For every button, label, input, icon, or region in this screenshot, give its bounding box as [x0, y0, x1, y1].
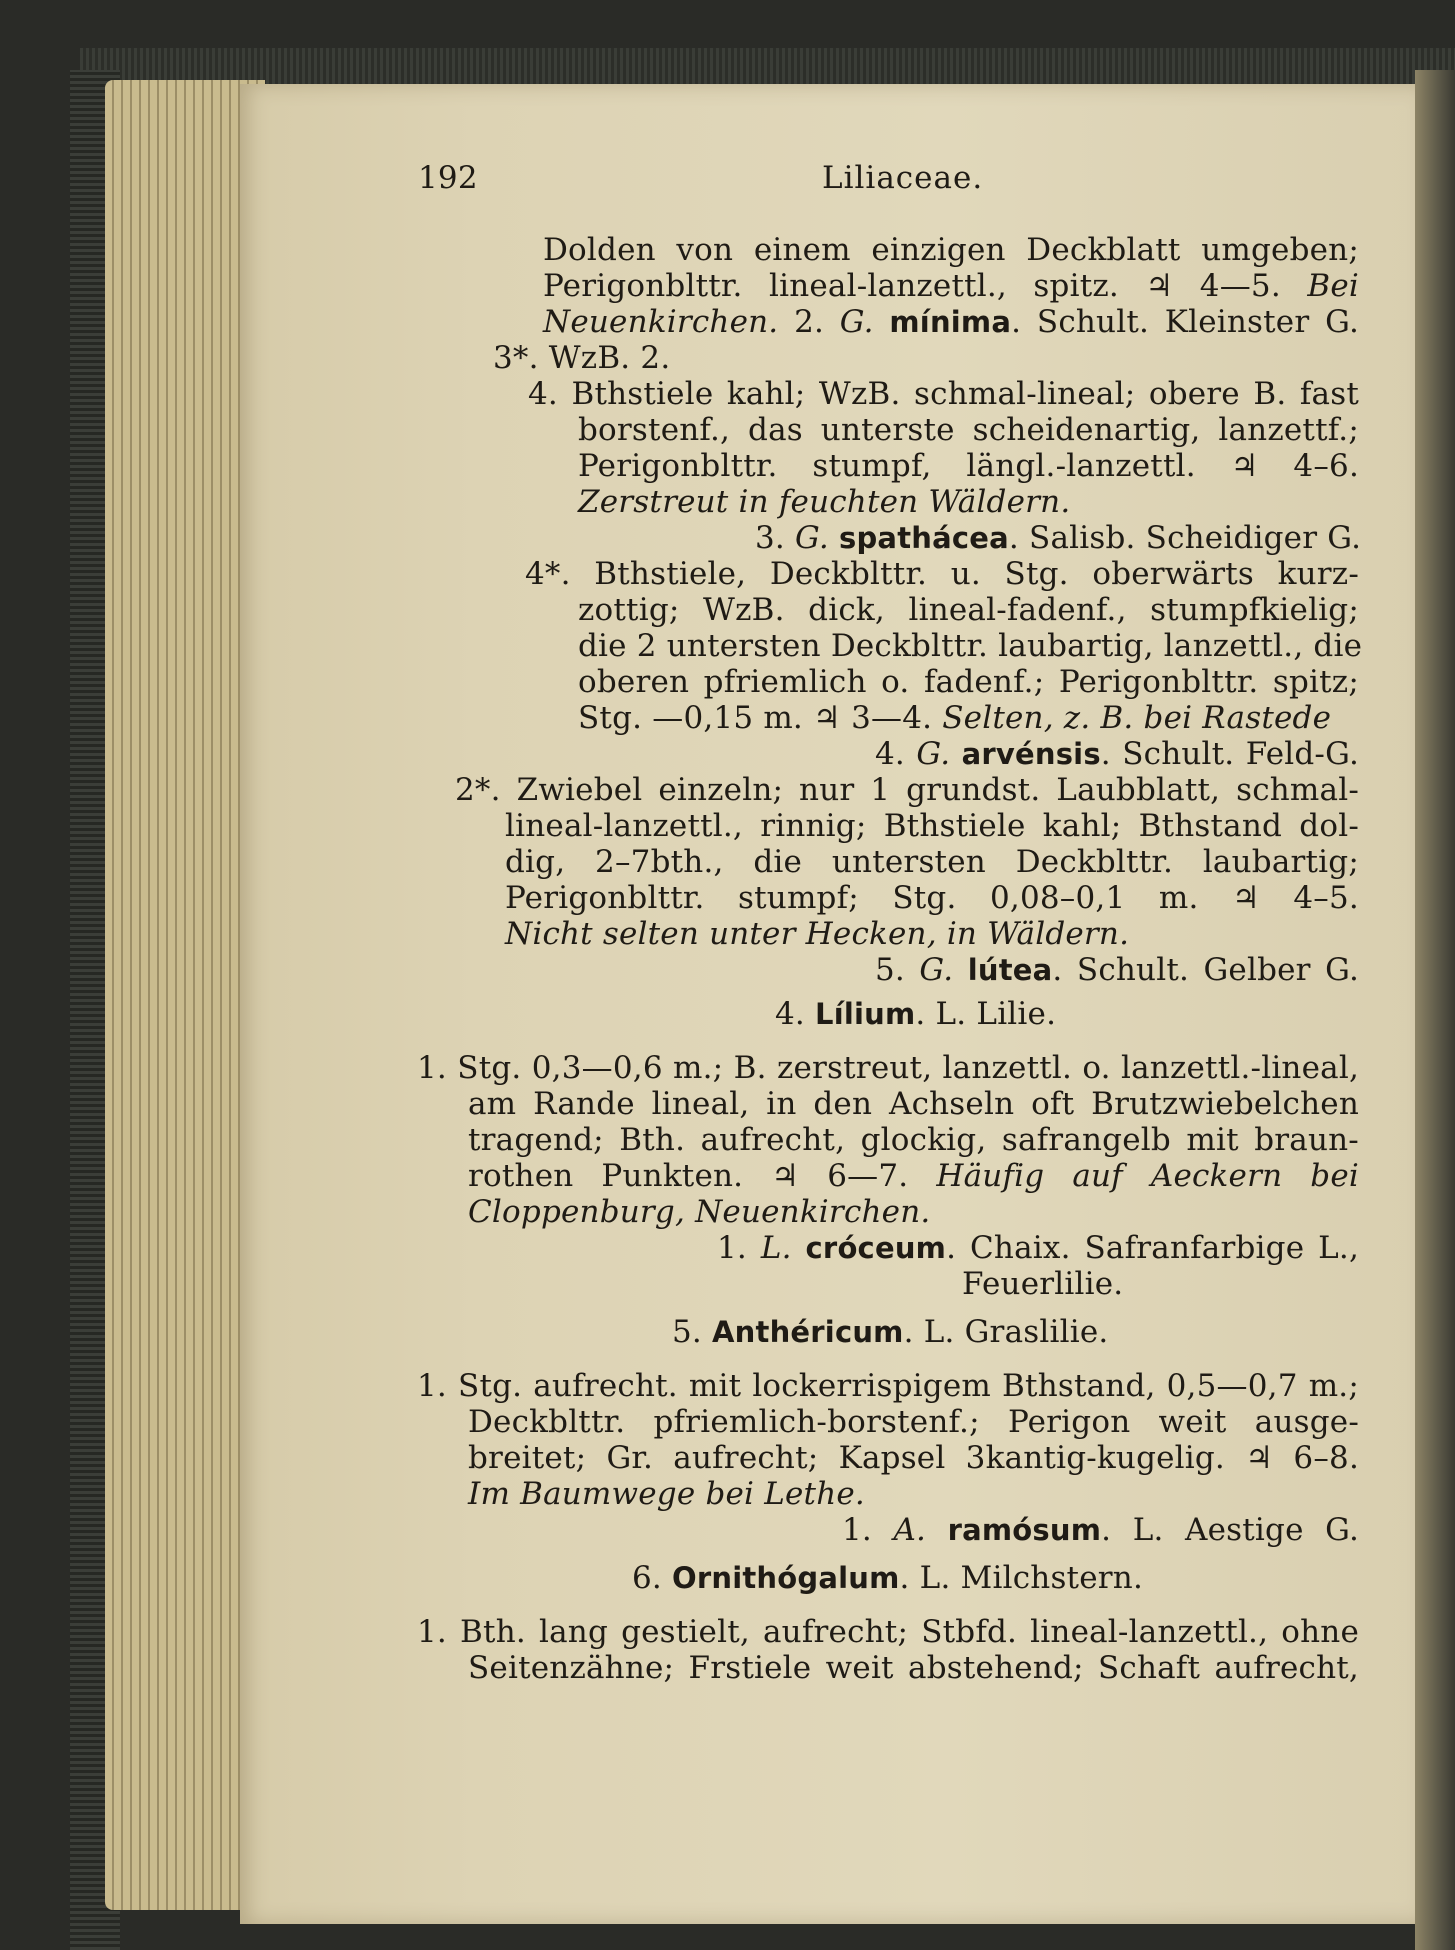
text-segment: 1. Bth. lang gestielt, aufrecht; Stbfd. lineal-lanzettl., ohne — [417, 1614, 1359, 1650]
text-segment: borstenf., das unterste scheidenartig, lanzettf.; — [578, 412, 1359, 448]
taxon-name: Ornithógalum — [672, 1561, 900, 1595]
italic-text: G. — [795, 520, 829, 556]
text-segment — [953, 952, 967, 988]
text-segment: 1. — [717, 1230, 761, 1266]
taxon-name: lútea — [967, 953, 1053, 987]
text-segment: Dolden von einem einzigen Deckblatt umgeben; — [543, 232, 1359, 268]
text-line — [525, 556, 1359, 592]
text-segment: . L. Graslilie. — [903, 1314, 1109, 1350]
text-line — [578, 700, 1331, 736]
taxon-name: ramósum — [947, 1513, 1102, 1547]
text-line — [493, 340, 670, 376]
text-segment — [792, 1230, 806, 1266]
italic-text: Nicht selten unter Hecken, in Wäldern. — [505, 916, 1130, 952]
italic-text: Selten, z. B. bei Rastede — [942, 700, 1332, 736]
text-segment: 5. — [875, 952, 920, 988]
italic-text: Im Baumwege bei Lethe. — [468, 1476, 865, 1512]
text-segment: rothen Punkten. ♃ 6—7. — [468, 1158, 937, 1194]
text-segment: 2*. Zwiebel einzeln; nur 1 grundst. Laubblatt, schmal- — [455, 772, 1359, 808]
text-segment — [950, 736, 961, 772]
text-segment: am Rande lineal, in den Achseln oft Brutzwiebelchen — [468, 1086, 1359, 1122]
text-line — [962, 1266, 1123, 1302]
text-segment: 5. — [672, 1314, 713, 1350]
text-line — [543, 268, 1359, 304]
text-line — [543, 304, 1359, 340]
text-line — [417, 1050, 1359, 1086]
text-line — [468, 1440, 1359, 1476]
text-segment: Stg. —0,15 m. ♃ 3—4. — [578, 700, 943, 736]
text-segment: dig, 2–7bth., die untersten Deckblttr. laubartig; — [505, 844, 1359, 880]
text-segment: 3. — [755, 520, 796, 556]
text-line — [842, 1512, 1359, 1548]
text-segment: oberen pfriemlich o. fadenf.; Perigonblttr. spitz; — [578, 664, 1359, 700]
taxon-name: mínima — [889, 305, 1012, 339]
text-segment: 4*. Bthstiele, Deckblttr. u. Stg. oberwärts kurz- — [525, 556, 1359, 592]
italic-text: L. — [760, 1230, 792, 1266]
italic-text: Häufig auf Aeckern bei — [936, 1158, 1359, 1194]
italic-text: G. — [839, 304, 874, 340]
text-line — [755, 520, 1362, 556]
italic-text: Cloppenburg, Neuenkirchen. — [468, 1194, 931, 1230]
taxon-name: Anthéricum — [712, 1315, 904, 1349]
text-segment: . Schult. Kleinster G. — [1011, 304, 1359, 340]
text-segment: lineal-lanzettl., rinnig; Bthstiele kahl; Bthstand dol- — [505, 808, 1359, 844]
italic-text: A. — [893, 1512, 927, 1548]
text-line — [468, 1194, 930, 1230]
text-line — [875, 736, 1359, 772]
text-segment: 4. Bthstiele kahl; WzB. schmal-lineal; obere B. fast — [528, 376, 1359, 412]
text-line — [543, 232, 1359, 268]
text-line — [468, 1476, 865, 1512]
text-segment — [874, 304, 890, 340]
taxon-name: spathácea — [839, 521, 1009, 555]
text-line — [578, 484, 1070, 520]
italic-text: Bei — [1307, 268, 1359, 304]
text-segment: . Schult. Gelber G. — [1052, 952, 1359, 988]
text-line — [672, 1314, 1108, 1350]
text-segment: Feuerlilie. — [962, 1266, 1124, 1302]
taxon-name: arvénsis — [961, 737, 1101, 771]
taxon-name: Lílium — [815, 997, 916, 1031]
text-line — [775, 996, 1056, 1032]
text-segment: . L. Aestige G. — [1101, 1512, 1360, 1548]
text-line — [717, 1230, 1359, 1266]
text-segment: 4. — [875, 736, 917, 772]
text-segment: 1. Stg. aufrecht. mit lockerrispigem Bthstand, 0,5—0,7 m.; — [417, 1368, 1359, 1404]
taxon-name: cróceum — [805, 1231, 947, 1265]
text-line — [468, 1650, 1359, 1686]
text-segment: 1. Stg. 0,3—0,6 m.; B. zerstreut, lanzettl. o. lanzettl.-lineal, — [417, 1050, 1359, 1086]
text-segment: Deckblttr. pfriemlich-borstenf.; Perigon weit ausge- — [468, 1404, 1359, 1440]
text-line — [505, 844, 1359, 880]
text-line — [417, 1368, 1359, 1404]
text-segment: . Salisb. Scheidiger G. — [1008, 520, 1362, 556]
text-segment: 3*. WzB. 2. — [493, 340, 671, 376]
italic-text: Zerstreut in feuchten Wäldern. — [578, 484, 1071, 520]
text-segment: zottig; WzB. dick, lineal-fadenf., stumpfkielig; — [578, 592, 1359, 628]
text-segment: . Schult. Feld-G. — [1100, 736, 1360, 772]
text-segment: 1. — [842, 1512, 894, 1548]
text-segment: breitet; Gr. aufrecht; Kapsel 3kantig-kugelig. ♃ 6–8. — [468, 1440, 1359, 1476]
text-segment: tragend; Bth. aufrecht, glockig, safrangelb mit braun- — [468, 1122, 1359, 1158]
text-segment: . L. Lilie. — [915, 996, 1057, 1032]
text-line — [455, 772, 1359, 808]
text-line — [578, 664, 1359, 700]
text-segment: Perigonblttr. lineal-lanzettl., spitz. ♃ 4—5. — [543, 268, 1308, 304]
text-segment — [829, 520, 839, 556]
running-title: Liliaceae. — [822, 160, 984, 196]
text-line — [578, 628, 1363, 664]
text-segment: Perigonblttr. stumpf, längl.-lanzettl. ♃ 4–6. — [578, 448, 1359, 484]
text-segment — [926, 1512, 947, 1548]
text-line — [468, 1158, 1359, 1194]
text-line — [578, 592, 1359, 628]
text-segment: . Chaix. Safranfarbige L., — [946, 1230, 1360, 1266]
text-line — [505, 916, 1129, 952]
text-line — [528, 376, 1359, 412]
text-line — [468, 1086, 1359, 1122]
italic-text: G. — [916, 736, 951, 772]
text-line — [578, 448, 1359, 484]
text-segment: die 2 untersten Deckblttr. laubartig, lanzettl., die — [578, 628, 1363, 664]
text-segment: Perigonblttr. stumpf; Stg. 0,08–0,1 m. ♃ 4–5. — [505, 880, 1359, 916]
text-line — [632, 1560, 1143, 1596]
text-segment: 6. — [632, 1560, 673, 1596]
text-line — [468, 1404, 1359, 1440]
text-line — [875, 952, 1359, 988]
italic-text: Neuenkirchen. — [543, 304, 779, 340]
text-line — [417, 1614, 1359, 1650]
text-line — [578, 412, 1359, 448]
text-segment: . L. Milchstern. — [899, 1560, 1143, 1596]
page-number: 192 — [418, 160, 478, 196]
text-line — [505, 880, 1359, 916]
text-segment: 4. — [775, 996, 816, 1032]
text-line — [468, 1122, 1359, 1158]
text-segment: Seitenzähne; Frstiele weit abstehend; Schaft aufrecht, — [468, 1650, 1359, 1686]
text-line — [505, 808, 1359, 844]
text-segment: 2. — [778, 304, 840, 340]
italic-text: G. — [919, 952, 954, 988]
